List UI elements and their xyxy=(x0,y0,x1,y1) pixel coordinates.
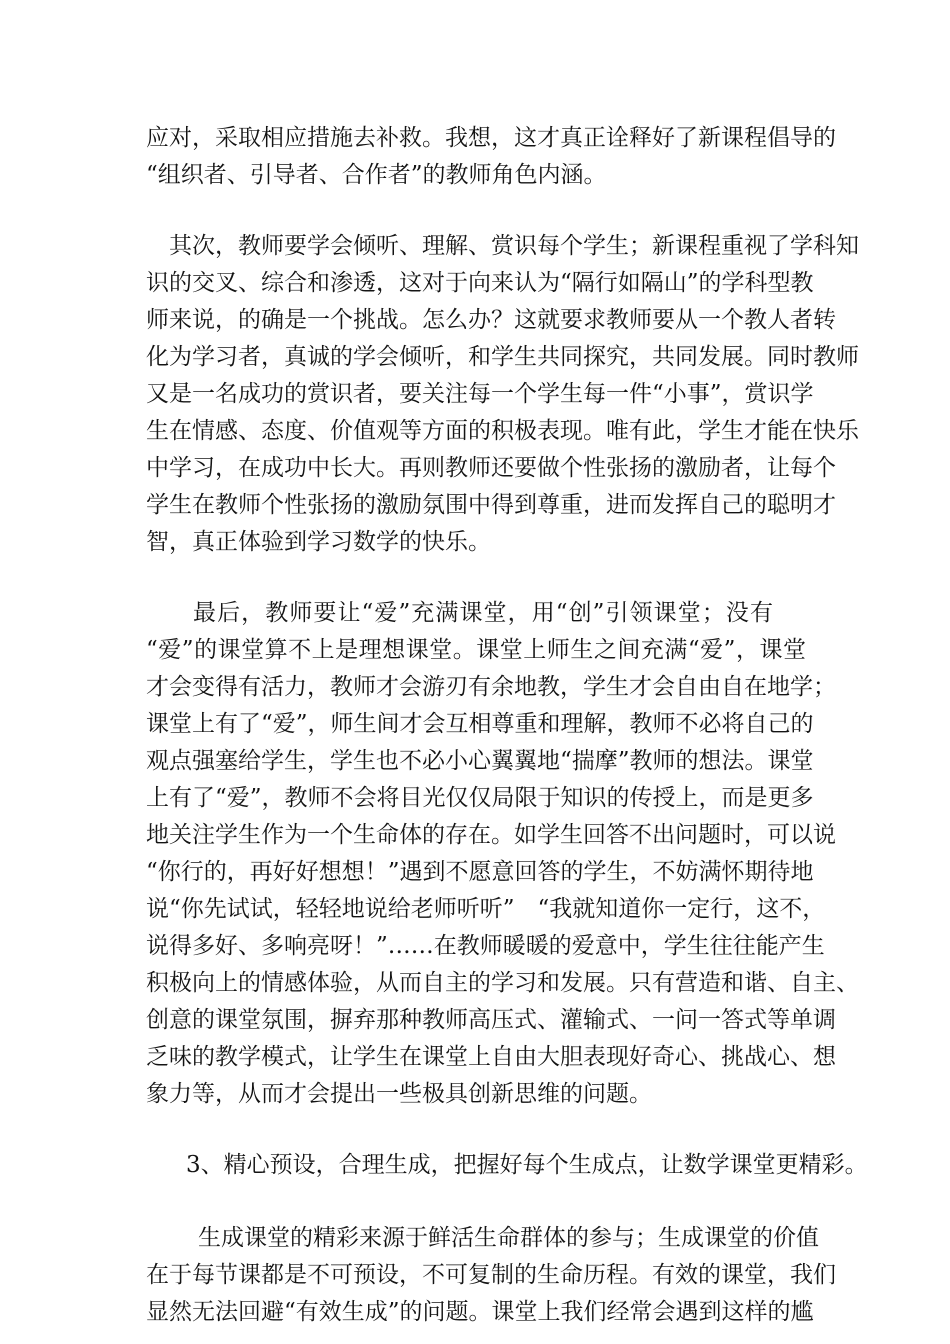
text-line: 3、精心预设，合理生成，把握好每个生成点，让数学课堂更精彩。 xyxy=(186,1152,868,1178)
text-line: 生在情感、态度、价值观等方面的积极表现。唯有此，学生才能在快乐 xyxy=(146,418,859,444)
text-line: 识的交叉、综合和渗透，这对于向来认为“隔行如隔山”的学科型教 xyxy=(146,270,814,296)
text-line: “组织者、引导者、合作者”的教师角色内涵。 xyxy=(146,162,607,188)
text-line: 应对，采取相应措施去补救。我想，这才真正诠释好了新课程倡导的 xyxy=(146,125,836,151)
text-line: 地关注学生作为一个生命体的存在。如学生回答不出问题时，可以说 xyxy=(146,822,836,848)
text-line: 在于每节课都是不可预设，不可复制的生命历程。有效的课堂，我们 xyxy=(146,1262,836,1288)
text-line: 课堂上有了“爱”，师生间才会互相尊重和理解，教师不必将自己的 xyxy=(146,711,814,737)
text-line: 创意的课堂氛围，摒弃那种教师高压式、灌输式、一问一答式等单调 xyxy=(146,1007,836,1033)
text-line: 说“你先试试，轻轻地说给老师听听” “我就知道你一定行，这不， xyxy=(146,896,826,922)
text-line: 中学习，在成功中长大。再则教师还要做个性张扬的激励者，让每个 xyxy=(146,455,836,481)
text-line: 化为学习者，真诚的学会倾听，和学生共同探究，共同发展。同时教师 xyxy=(146,344,859,370)
text-line: 最后，教师要让“爱”充满课堂，用“创”引领课堂；没有 xyxy=(193,600,773,626)
text-line: “你行的，再好好想想！”遇到不愿意回答的学生，不妨满怀期待地 xyxy=(146,859,814,885)
text-line: 观点强塞给学生，学生也不必小心翼翼地“揣摩”教师的想法。课堂 xyxy=(146,748,814,774)
text-line: 又是一名成功的赏识者，要关注每一个学生每一件“小事”，赏识学 xyxy=(146,381,814,407)
text-line: 显然无法回避“有效生成”的问题。课堂上我们经常会遇到这样的尴 xyxy=(146,1299,814,1325)
text-line: “爱”的课堂算不上是理想课堂。课堂上师生之间充满“爱”，课堂 xyxy=(146,637,806,663)
text-line: 其次，教师要学会倾听、理解、赏识每个学生；新课程重视了学科知 xyxy=(169,233,859,259)
text-line: 说得多好、多响亮呀！”……在教师暖暖的爱意中，学生往往能产生 xyxy=(146,933,825,959)
text-line: 智，真正体验到学习数学的快乐。 xyxy=(146,529,491,555)
text-line: 师来说，的确是一个挑战。怎么办？这就要求教师要从一个教人者转 xyxy=(146,307,836,333)
text-line: 积极向上的情感体验，从而自主的学习和发展。只有营造和谐、自主、 xyxy=(146,970,859,996)
text-line: 学生在教师个性张扬的激励氛围中得到尊重，进而发挥自己的聪明才 xyxy=(146,492,836,518)
text-line: 才会变得有活力，教师才会游刃有余地教，学生才会自由自在地学； xyxy=(146,674,836,700)
text-line: 乏味的教学模式，让学生在课堂上自由大胆表现好奇心、挑战心、想 xyxy=(146,1044,836,1070)
text-line: 象力等，从而才会提出一些极具创新思维的问题。 xyxy=(146,1081,652,1107)
text-line: 上有了“爱”，教师不会将目光仅仅局限于知识的传授上，而是更多 xyxy=(146,785,814,811)
text-line: 生成课堂的精彩来源于鲜活生命群体的参与；生成课堂的价值 xyxy=(198,1225,819,1251)
